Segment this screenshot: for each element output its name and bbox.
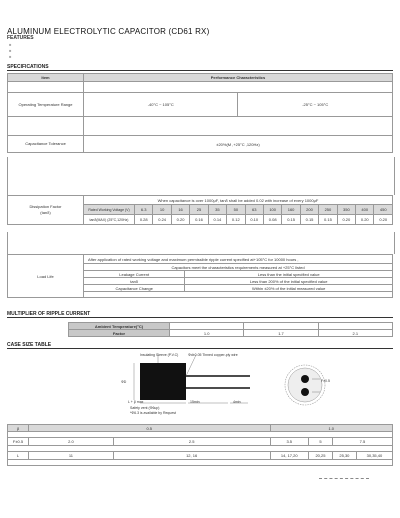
load-life-value: Less than the initial specified value (185, 271, 393, 278)
dim-15-label: 15min (190, 400, 200, 404)
load-life-item: tanδ (84, 278, 185, 285)
dissipation-table (7, 195, 393, 225)
factor-value: 2.1 (318, 330, 392, 337)
availability-note: *Φ6.3 is available by Request (130, 411, 176, 415)
f-cell: F±0.5 (8, 438, 29, 446)
item-header: Item (8, 74, 84, 82)
tan-value-cell: 0.12 (227, 215, 245, 225)
l-cell: 20,25 (308, 452, 332, 460)
tan-value-cell: 0.15 (282, 215, 300, 225)
safety-note: Safety vent (Φ6up) (130, 406, 160, 410)
leakage-current-area (7, 157, 395, 195)
cap-tolerance-value: ±20%(M ,+25°C ,120Hz) (84, 136, 393, 153)
load-life-label: Load Life (8, 255, 84, 298)
voltage-cell: 400 (356, 205, 374, 215)
blank-spec-area (7, 232, 395, 254)
tan-value-cell: 0.15 (300, 215, 318, 225)
voltage-cell: 63 (245, 205, 263, 215)
l-cell: 14, 17,20 (270, 452, 308, 460)
voltage-cell: 450 (374, 205, 393, 215)
blank-cell (8, 82, 84, 93)
load-life-intro: After application of rated working voltage and maximum permissible ripple current specified at+105°C for 10000 hours , (84, 255, 393, 264)
l-cell: 30,35,40 (356, 452, 392, 460)
load-life-value: Less than 200% of the initial specified value (185, 278, 393, 285)
tan-label: tanδ(MAX) (25°C,120Hz) (84, 215, 135, 225)
load-life-table (7, 254, 393, 298)
feature-item: ■ (9, 54, 12, 59)
dim-f-label: F±0.5 (321, 379, 330, 383)
l-cell: 11 (29, 452, 114, 460)
f-cell: 7.5 (332, 438, 392, 446)
voltage-cell: 35 (208, 205, 226, 215)
tan-value-cell: 0.14 (208, 215, 226, 225)
voltage-cell: 160 (282, 205, 300, 215)
dissipation-note: When capacitance is over 1000μF, tanδ shall be added 0.02 with increase of every 1000μF (84, 196, 393, 205)
temp-cell (244, 323, 318, 330)
tan-value-cell: 0.10 (245, 215, 263, 225)
ripple-table (68, 322, 393, 337)
dissipation-sub: (tanδ) (40, 210, 51, 215)
voltage-cell: 10 (153, 205, 171, 215)
voltage-cell: 100 (263, 205, 281, 215)
wire-label: Φd±0.05 Tinned copper-ply wire (188, 353, 238, 357)
blank-cell (84, 117, 393, 136)
capacitor-body (140, 363, 186, 400)
factor-value: 1.0 (170, 330, 244, 337)
voltage-cell: 25 (190, 205, 208, 215)
factor-value: 1.7 (244, 330, 318, 337)
feature-item: ■ (9, 42, 12, 47)
blank-cell (84, 82, 393, 93)
rated-voltage-label: Rated Working Voltage (V) (84, 205, 135, 215)
load-life-value: Within ±20% of the initial measured value (185, 285, 393, 292)
voltage-cell: 50 (227, 205, 245, 215)
tan-value-cell: 0.24 (153, 215, 171, 225)
blank-cell (84, 292, 393, 298)
blank-cell (8, 117, 84, 136)
dissipation-label: Dissipation Factor (29, 204, 62, 209)
l-cell: 25,30 (332, 452, 356, 460)
beta-05-header: 0.5 (29, 425, 271, 432)
beta-header: β (8, 425, 29, 432)
tan-value-cell: 0.16 (190, 215, 208, 225)
dim-4-label: 4min (233, 400, 241, 404)
voltage-cell: 350 (337, 205, 355, 215)
terminal-dot (301, 375, 309, 383)
tan-value-cell: 0.20 (374, 215, 393, 225)
dim-l-label: L + β max (128, 400, 144, 404)
tan-value-cell: 0.20 (337, 215, 355, 225)
temp-cell (170, 323, 244, 330)
ambient-temp-label: Ambient Temperature(°C) (69, 323, 170, 330)
voltage-cell: 250 (319, 205, 337, 215)
load-life-item: Leakage Current (84, 271, 185, 278)
load-life-intro2: Capacitors meet the characteristics requirements measured at +25°C listed (84, 264, 393, 271)
specifications-heading: SPECIFICATIONS (7, 64, 49, 70)
l-cell: L (8, 452, 29, 460)
document-title: ALUMINUM ELECTROLYTIC CAPACITOR (CD61 RX) (7, 27, 210, 36)
voltage-cell: 6.3 (135, 205, 153, 215)
footer-mark (319, 478, 369, 479)
voltage-cell: 200 (300, 205, 318, 215)
cap-tolerance-label: Capacitance Tolerance (8, 136, 84, 153)
case-size-table (7, 424, 393, 466)
features-heading: FEATURES (7, 35, 34, 41)
section-rule (7, 317, 393, 318)
temp-cell (318, 323, 392, 330)
tan-value-cell: 0.20 (356, 215, 374, 225)
dim-d-label: ΦD (121, 380, 127, 384)
load-life-item: Capacitance Change (84, 285, 185, 292)
temp-range-a: -40°C ~ 105°C (84, 93, 238, 117)
temp-range-label: Operating Temperature Range (8, 93, 84, 117)
temp-range-b: -25°C ~ 105°C (238, 93, 393, 117)
section-rule (7, 348, 393, 349)
ripple-heading: MULTIPLIER OF RIPPLE CURRENT (7, 311, 91, 317)
f-cell: 2.0 (29, 438, 114, 446)
case-size-heading: CASE SIZE TABLE (7, 342, 52, 348)
beta-10-header: 1.0 (270, 425, 393, 432)
tan-value-cell: 0.15 (319, 215, 337, 225)
feature-item: ■ (9, 48, 12, 53)
section-rule (7, 70, 393, 71)
factor-label: Factor (69, 330, 170, 337)
f-cell: 3.5 (270, 438, 308, 446)
l-cell: 12, 16 (113, 452, 270, 460)
specifications-table (7, 73, 393, 153)
blank-cell (8, 460, 393, 466)
tan-value-cell: 0.28 (135, 215, 153, 225)
sleeve-label: Insulating Sleeve (P.V.C) (140, 353, 179, 357)
f-cell: 2.5 (113, 438, 270, 446)
performance-header: Performance Characteristics (84, 74, 393, 82)
tan-value-cell: 0.20 (171, 215, 189, 225)
tan-value-cell: 0.08 (263, 215, 281, 225)
dissipation-label-cell (8, 196, 84, 225)
f-cell: 5 (308, 438, 332, 446)
voltage-cell: 16 (171, 205, 189, 215)
terminal-dot (301, 388, 309, 396)
